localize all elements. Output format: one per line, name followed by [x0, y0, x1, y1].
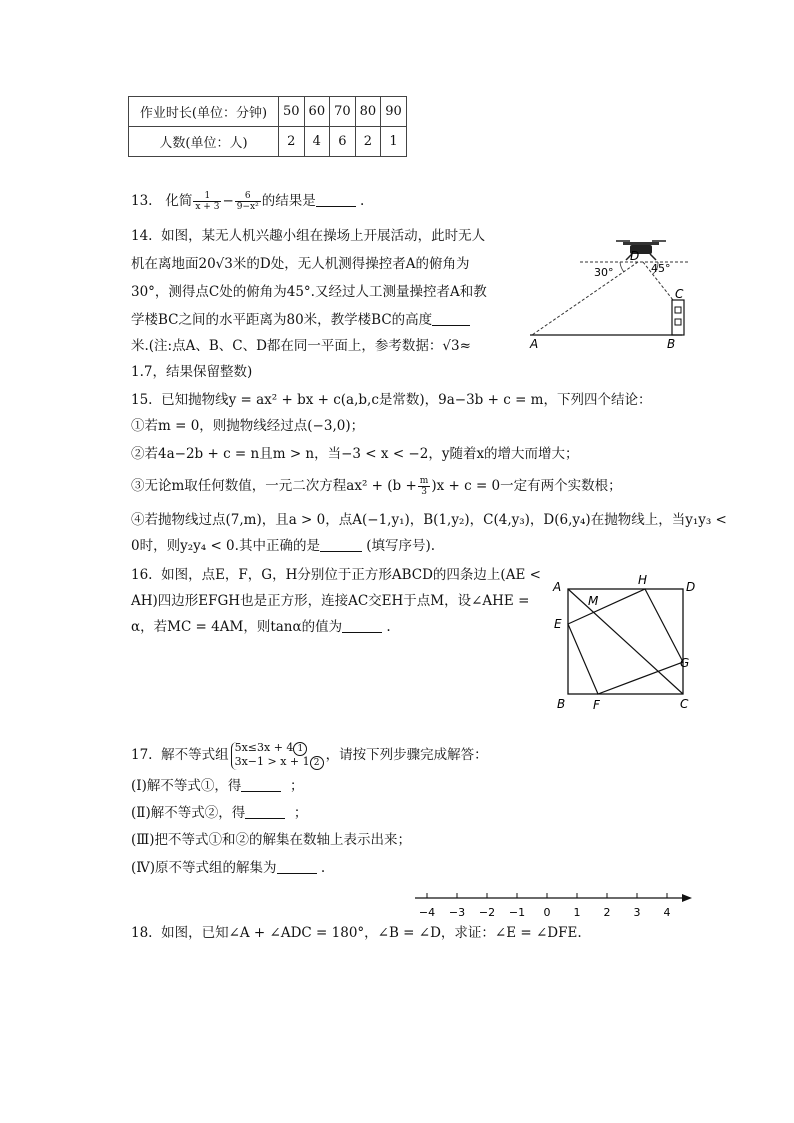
- point-A-label: A: [553, 580, 562, 594]
- question-number: 15.: [131, 392, 153, 408]
- question-14-line-5: 米.(注:点A、B、C、D都在同一平面上，参考数据：√3≈: [131, 338, 471, 354]
- step-text: ；: [289, 778, 304, 794]
- question-14-line-4: [131, 310, 470, 330]
- drone-icon: [616, 240, 666, 260]
- question-text: 0时，则y₂y₄ < 0.其中正确的是: [131, 538, 320, 554]
- point-C-label: C: [675, 287, 684, 301]
- answer-blank[interactable]: [245, 804, 285, 819]
- question-text: )x + c = 0一定有两个实数根；: [431, 478, 622, 494]
- number-line-tick-label: −1: [508, 906, 526, 919]
- question-number: 14.: [131, 228, 153, 244]
- answer-blank[interactable]: [432, 311, 470, 326]
- homework-time-table: [128, 96, 407, 157]
- question-number: 18.: [131, 925, 153, 941]
- period: .: [360, 193, 365, 209]
- number-line-tick-label: 4: [663, 906, 671, 919]
- circled-1-icon: 1: [293, 742, 307, 756]
- point-H-label: H: [638, 573, 648, 587]
- question-15-line-4: [131, 476, 622, 497]
- number-line-arrow-icon: [682, 894, 692, 902]
- number-line-tick-label: 0: [543, 906, 551, 919]
- question-text: ，请按下列步骤完成解答：: [325, 747, 488, 763]
- question-14-line-2: 机在离地面20√3米的D处，无人机测得操控者A的俯角为: [131, 256, 470, 272]
- step-text: ；: [293, 805, 308, 821]
- question-number: 17.: [131, 747, 153, 763]
- question-text: (填写序号).: [366, 538, 436, 554]
- window: [675, 319, 681, 325]
- point-B-label: B: [667, 337, 676, 351]
- question-text: 如图，某无人机兴趣小组在操场上开展活动，此时无人: [161, 228, 486, 244]
- table-cell: 4: [304, 127, 330, 157]
- angle-arc: [620, 262, 624, 272]
- question-16-line-1: [131, 565, 541, 585]
- building: [672, 300, 684, 335]
- point-D-label: D: [686, 580, 696, 594]
- square-figure: [550, 575, 700, 715]
- minus-sign: −: [222, 193, 234, 209]
- inequality-2: 3x−1 > x + 1: [234, 754, 310, 768]
- question-text: ③无论m取任何数值，一元二次方程ax² + (b +: [131, 478, 417, 494]
- question-17-step-2: [131, 803, 307, 823]
- question-text: 学楼BC之间的水平距离为80米，教学楼BC的高度: [131, 312, 433, 328]
- question-15-line-3: ②若4a−2b + c = n且m > n，当−3 < x < −2，y随着x的增大而增大；: [131, 446, 579, 462]
- point-C-label: C: [680, 697, 689, 711]
- number-line-tick-label: 2: [603, 906, 611, 919]
- point-B-label: B: [557, 697, 566, 711]
- table-cell: 2: [279, 127, 305, 157]
- question-14-line-3: 30°，测得点C处的俯角为45°.又经过人工测量操控者A和教: [131, 284, 487, 300]
- question-15-line-5: ④若抛物线过点(7,m)，且a > 0，点A(−1,y₁)，B(1,y₂)，C(4,y₃)，D(6,y₄)在抛物线上，当y₁y₃ <: [131, 512, 727, 528]
- circled-2-icon: 2: [310, 756, 324, 770]
- question-15-line-2: ①若m = 0，则抛物线经过点(−3,0)；: [131, 418, 365, 434]
- fraction: $\frac{1}{x + 3}$: [195, 191, 220, 212]
- question-13: [131, 191, 364, 212]
- point-G-label: G: [680, 656, 690, 670]
- fraction: $\frac{6}{\text{9−x²}}$: [236, 191, 259, 212]
- question-17-step-1: [131, 776, 303, 796]
- question-15-line-1: [131, 390, 651, 410]
- table-cell: 70: [330, 97, 356, 127]
- point-D-label: D: [630, 249, 640, 263]
- drone-figure: [520, 236, 700, 356]
- table-row: [129, 97, 407, 127]
- question-text: 如图，点E，F，G，H分别位于正方形ABCD的四条边上(AE <: [161, 567, 541, 583]
- point-E-label: E: [554, 617, 562, 631]
- point-M-label: M: [588, 594, 599, 608]
- answer-blank[interactable]: [320, 537, 362, 552]
- inequality-system: [231, 742, 324, 770]
- question-18: [131, 923, 582, 943]
- question-14-line-1: [131, 226, 485, 246]
- diagonal-AC: [568, 589, 683, 694]
- step-text: (Ⅳ)原不等式组的解集为: [131, 860, 277, 876]
- question-17-line-1: [131, 740, 488, 770]
- step-text: (Ⅰ)解不等式①，得: [131, 778, 242, 794]
- question-text: α，若MC = 4AM，则tanα的值为: [131, 619, 343, 635]
- number-line-tick-label: −2: [478, 906, 496, 919]
- point-F-label: F: [593, 698, 600, 712]
- question-17-step-3: (Ⅲ)把不等式①和②的解集在数轴上表示出来；: [131, 832, 412, 848]
- table-cell: 80: [355, 97, 381, 127]
- question-number: 16.: [131, 567, 153, 583]
- answer-blank[interactable]: [241, 777, 281, 792]
- table-cell: 50: [279, 97, 305, 127]
- question-text: 解不等式组: [161, 747, 229, 763]
- table-cell: 90: [381, 97, 407, 127]
- period: .: [320, 860, 326, 876]
- question-text: 如图，已知∠A + ∠ADC = 180°，∠B = ∠D，求证：∠E = ∠DFE.: [161, 925, 582, 941]
- period: .: [386, 619, 391, 635]
- angle-45-label: 45°: [651, 262, 671, 275]
- answer-blank[interactable]: [277, 859, 317, 874]
- answer-blank[interactable]: [342, 618, 382, 633]
- question-15-line-6: [131, 536, 435, 556]
- table-header-label: 作业时长(单位：分钟): [129, 97, 279, 127]
- sight-line-DA: [532, 262, 638, 335]
- question-16-line-2: AH)四边形EFGH也是正方形，连接AC交EH于点M，设∠AHE =: [131, 593, 530, 609]
- number-line-tick-label: −3: [448, 906, 466, 919]
- table-cell: 6: [330, 127, 356, 157]
- number-line-tick-label: −4: [418, 906, 436, 919]
- question-text: 的结果是: [261, 193, 316, 209]
- number-line-tick-label: 3: [633, 906, 641, 919]
- question-text: 化简: [165, 193, 193, 209]
- angle-30-label: 30°: [594, 266, 614, 279]
- number-line: [410, 890, 700, 920]
- question-17-step-4: [131, 858, 325, 878]
- question-14-line-6: 1.7，结果保留整数): [131, 364, 253, 380]
- table-row: [129, 127, 407, 157]
- window: [675, 307, 681, 313]
- question-text: 已知抛物线y = ax² + bx + c(a,b,c是常数)，9a−3b + c = m，下列四个结论：: [161, 392, 652, 408]
- question-number: 13.: [131, 193, 153, 209]
- question-16-line-3: [131, 617, 391, 637]
- table-cell: 2: [355, 127, 381, 157]
- step-text: (Ⅱ)解不等式②，得: [131, 805, 246, 821]
- table-cell: 60: [304, 97, 330, 127]
- number-line-tick-label: 1: [573, 906, 581, 919]
- point-A-label: A: [530, 337, 539, 351]
- answer-blank[interactable]: [316, 192, 356, 207]
- table-cell: 1: [381, 127, 407, 157]
- inequality-1: 5x≤3x + 4: [234, 740, 294, 754]
- fraction: $\frac{m}{3}$: [419, 476, 429, 497]
- table-count-label: 人数(单位：人): [129, 127, 279, 157]
